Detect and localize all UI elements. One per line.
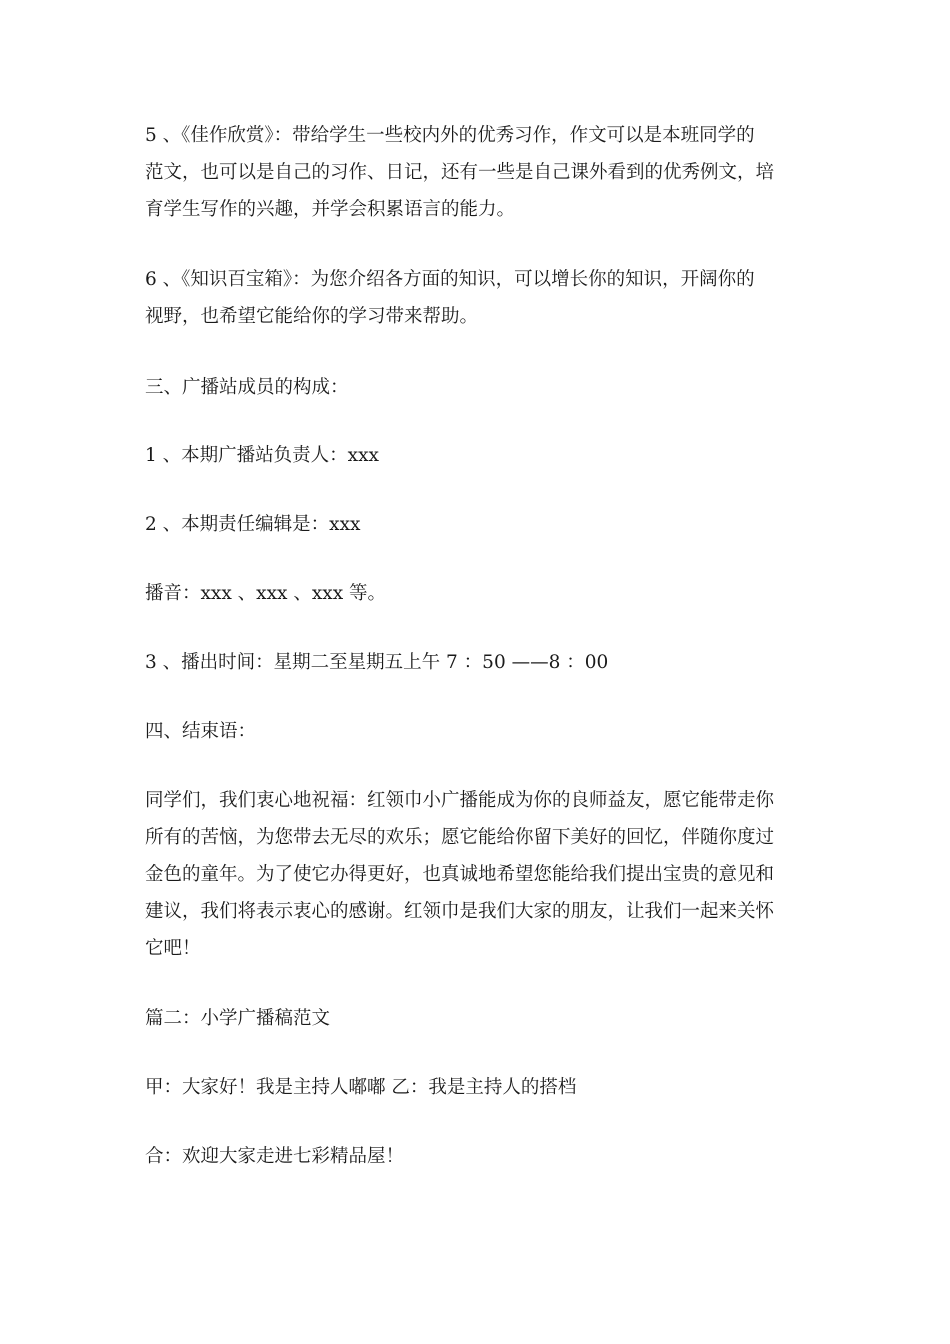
paragraph-host-a <box>145 1069 817 1106</box>
paragraph-together <box>145 1138 817 1175</box>
text-line: 合：欢迎大家走进七彩精品屋！ <box>145 1146 405 1167</box>
text-line: 它吧！ <box>145 938 201 959</box>
text-line: 2 、本期责任编辑是：xxx <box>145 514 361 535</box>
text-line: 3 、播出时间：星期二至星期五上午 7 ：50 ——8 ：00 <box>145 652 609 673</box>
heading-text: 三、广播站成员的构成： <box>145 377 349 398</box>
text-line: 5 、《佳作欣赏》：带给学生一些校内外的优秀习作，作文可以是本班同学的 <box>145 125 755 146</box>
heading-text: 四、结束语： <box>145 721 257 742</box>
section-title-part-2 <box>145 1000 817 1037</box>
text-line: 范文，也可以是自己的习作、日记，还有一些是自己课外看到的优秀例文，培 <box>145 162 775 183</box>
text-line: 1 、本期广播站负责人：xxx <box>145 445 379 466</box>
text-line: 建议，我们将表示衷心的感谢。红领巾是我们大家的朋友，让我们一起来关怀 <box>145 901 775 922</box>
paragraph-item-6 <box>145 261 817 335</box>
section-heading-closing <box>145 713 817 750</box>
text-line: 金色的童年。为了使它办得更好，也真诚地希望您能给我们提出宝贵的意见和 <box>145 864 775 885</box>
text-line: 所有的苦恼，为您带去无尽的欢乐；愿它能给你留下美好的回忆，伴随你度过 <box>145 827 775 848</box>
paragraph-closing <box>145 782 817 967</box>
paragraph-member-2 <box>145 506 817 543</box>
heading-text: 篇二：小学广播稿范文 <box>145 1008 331 1029</box>
paragraph-announcers <box>145 575 817 612</box>
paragraph-item-5 <box>145 117 817 228</box>
paragraph-member-1 <box>145 437 817 474</box>
text-line: 播音：xxx 、xxx 、xxx 等。 <box>145 583 387 604</box>
text-line: 同学们，我们衷心地祝福：红领巾小广播能成为你的良师益友，愿它能带走你 <box>145 790 775 811</box>
paragraph-broadcast-time <box>145 644 817 681</box>
section-heading-members <box>145 369 817 406</box>
text-line: 甲：大家好！我是主持人嘟嘟 乙：我是主持人的搭档 <box>145 1077 577 1098</box>
text-line: 6 、《知识百宝箱》：为您介绍各方面的知识，可以增长你的知识，开阔你的 <box>145 269 755 290</box>
text-line: 视野，也希望它能给你的学习带来帮助。 <box>145 306 479 327</box>
text-line: 育学生写作的兴趣，并学会积累语言的能力。 <box>145 199 516 220</box>
